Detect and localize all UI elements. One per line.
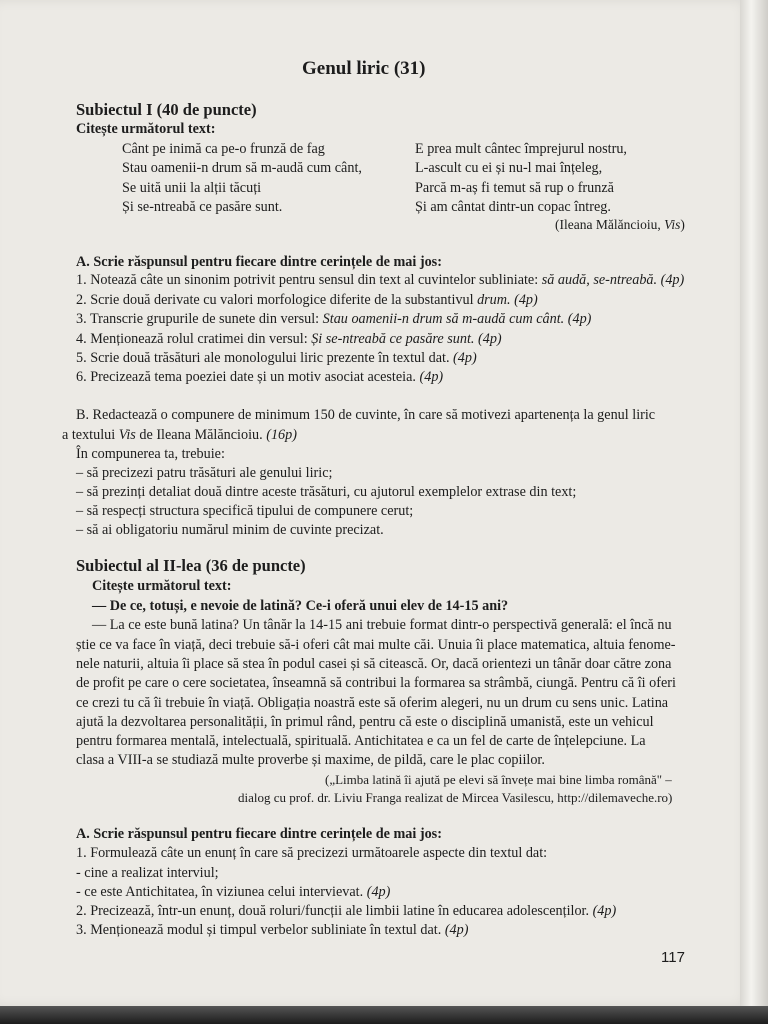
interview-answer-line: de profit pe care o cere societatea, înseamnă să contribui la formarea sa strâmbă, ciungă. Pentru că îi oferi	[76, 675, 676, 691]
interview-answer-line: ajută la dezvoltarea personalității, în primul rând, pentru că este o disciplină umanistă, este un vehicul	[76, 714, 654, 730]
requirement-line: – să prezinți detaliat două dintre aceste trăsături, cu ajutorul exemplelor extrase din text;	[76, 484, 577, 500]
task-b-line-2: a textului Vis de Ileana Mălăncioiu. (16p)	[62, 427, 297, 443]
page-edge-right	[740, 0, 768, 1024]
section-a-heading-1: A. Scrie răspunsul pentru fiecare dintre cerințele de mai jos:	[76, 254, 442, 270]
poem-left-line-4: Și se-ntreabă ce pasăre sunt.	[122, 199, 283, 215]
poem-left-line-3: Se uită unii la alții tăcuți	[122, 180, 262, 196]
requirement-line: – să ai obligatoriu numărul minim de cuvinte precizat.	[76, 522, 384, 538]
question-1: 1. Formulează câte un enunț în care să precizezi următoarele aspecte din textul dat:	[76, 845, 548, 861]
page-title: Genul liric (31)	[302, 58, 426, 79]
task-item: 6. Precizează tema poeziei date și un motiv asociat acesteia. (4p)	[76, 369, 444, 385]
read-instruction-2: Citește următorul text:	[92, 578, 232, 594]
task-item: 2. Scrie două derivate cu valori morfologice diferite de la substantivul drum. (4p)	[76, 292, 538, 308]
interview-answer-line: ce crezi tu că îi trebuie în viață. Obligația noastră este să oferim alegeri, nu un drum cu sens unic. Latina	[76, 695, 669, 711]
interview-answer-line: nele naturii, altuia îi place să stea în podul casei și să citească. Or, dacă orientezi un tânăr doar către zona	[76, 656, 672, 672]
requirement-line: – să precizezi patru trăsături ale genului liric;	[76, 465, 333, 481]
poem-right-line-2: L-ascult cu ei și nu-l mai înțeleg,	[415, 160, 603, 176]
requirement-line: În compunerea ta, trebuie:	[76, 446, 225, 462]
task-item: 4. Menționează rolul cratimei din versul: Și se-ntreabă ce pasăre sunt. (4p)	[76, 331, 502, 347]
task-item: 5. Scrie două trăsături ale monologului liric prezente în textul dat. (4p)	[76, 350, 477, 366]
task-item: 3. Transcrie grupurile de sunete din versul: Stau oamenii-n drum să m-audă cum cânt. (4p)	[76, 311, 592, 327]
citation-line-2: dialog cu prof. dr. Liviu Franga realizat de Mircea Vasilescu, http://dilemaveche.ro)	[238, 790, 673, 805]
page-edge-bottom	[0, 1006, 768, 1024]
section-a-heading-2: A. Scrie răspunsul pentru fiecare dintre cerințele de mai jos:	[76, 826, 442, 842]
task-item: 1. Notează câte un sinonim potrivit pentru sensul din text al cuvintelor subliniate: să audă, se-ntreabă. (4p)	[76, 272, 685, 288]
citation-line-1: („Limba latină îi ajută pe elevi să învețe mai bine limba română" –	[325, 772, 672, 787]
question-2: 2. Precizează, într-un enunț, două roluri/funcții ale limbii latine în educarea adolescenților. (4p)	[76, 903, 617, 919]
subject-2-heading: Subiectul al II-lea (36 de puncte)	[76, 556, 306, 575]
question-3: 3. Menționează modul și timpul verbelor subliniate în textul dat. (4p)	[76, 922, 469, 938]
poem-right-line-4: Și am cântat dintr-un copac întreg.	[415, 199, 611, 215]
poem-right-line-3: Parcă m-aș fi temut să rup o frunză	[415, 180, 614, 196]
poem-left-line-1: Cânt pe inimă ca pe-o frunză de fag	[122, 141, 325, 157]
interview-answer-line: clasa a VIII-a se studiază multe proverbe și maxime, de pildă, care le plac copiilor.	[76, 752, 545, 768]
interview-answer-line: știe ce va face în viață, deci trebuie să-i oferi cât mai multe căi. Unuia îi place matematica, altuia fenome-	[76, 637, 676, 653]
interview-answer-line: — La ce este bună latina? Un tânăr la 14-15 ani trebuie format dintr-o perspectivă generală: el încă nu	[92, 617, 672, 633]
requirement-line: – să respecți structura specifică tipului de compunere cerut;	[76, 503, 414, 519]
interview-answer-line: pentru formarea mentală, intelectuală, spirituală. Antichitatea e ca un fel de carte de înțelepciune. La	[76, 733, 646, 749]
task-b-line-1: B. Redactează o compunere de minimum 150 de cuvinte, în care să motivezi apartenența la genul liric	[76, 407, 656, 423]
question-1-point-b: - ce este Antichitatea, în viziunea celui intervievat. (4p)	[76, 884, 391, 900]
poem-right-line-1: E prea mult cântec împrejurul nostru,	[415, 141, 627, 157]
poem-left-line-2: Stau oamenii-n drum să m-audă cum cânt,	[122, 160, 362, 176]
poem-source: (Ileana Mălăncioiu, Vis)	[555, 217, 685, 232]
interview-question: — De ce, totuși, e nevoie de latină? Ce-i oferă unui elev de 14-15 ani?	[92, 598, 509, 614]
page-number: 117	[661, 949, 685, 966]
subject-1-heading: Subiectul I (40 de puncte)	[76, 100, 257, 119]
question-1-point-a: - cine a realizat interviul;	[76, 865, 219, 881]
read-instruction-1: Citește următorul text:	[76, 121, 216, 137]
